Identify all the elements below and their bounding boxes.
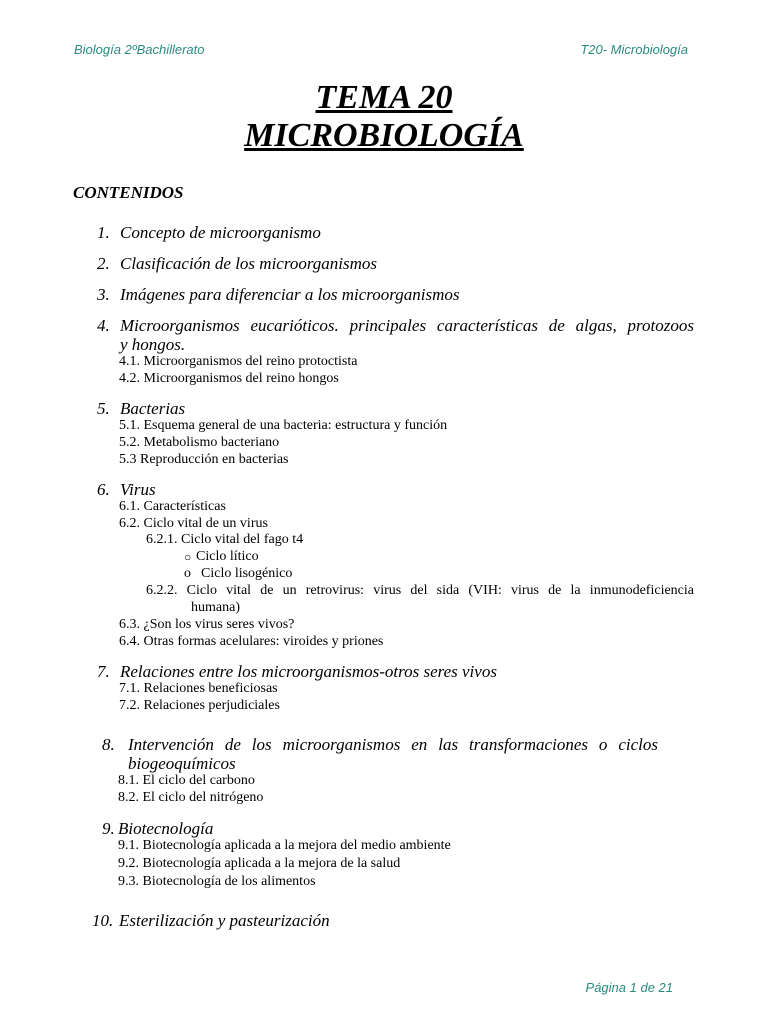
subitem-6-2: 6.2. Ciclo vital de un virus [119,516,268,531]
header-subject: Biología 2ºBachillerato [74,42,205,57]
lysogenic-bullet-icon: o [184,566,191,581]
subitem-6-3: 6.3. ¿Son los virus seres vivos? [119,617,295,632]
page-number: Página 1 de 21 [585,980,673,995]
subitem-7-2: 7.2. Relaciones perjudiciales [119,698,280,713]
item-10-text: Esterilización y pasteurización [119,911,330,930]
subitem-7-1: 7.1. Relaciones beneficiosas [119,681,278,696]
item-4-text-line1: Microorganismos eucarióticos. principales características de algas, protozoos [120,316,694,335]
subitem-6-2-2-line2: humana) [191,600,240,615]
item-9-text: Biotecnología [118,819,214,838]
item-2-number: 2. [97,254,110,273]
subitem-4-2: 4.2. Microorganismos del reino hongos [119,371,339,386]
page-subtitle: MICROBIOLOGÍA [244,117,524,154]
item-4-number: 4. [97,316,110,335]
item-5-number: 5. [97,399,110,418]
item-8-text-line1: Intervención de los microorganismos en las transformaciones o ciclos [128,735,658,754]
lysogenic-cycle-text: Ciclo lisogénico [201,566,293,581]
item-5-text: Bacterias [120,399,186,418]
subitem-8-1: 8.1. El ciclo del carbono [118,773,255,788]
item-3-number: 3. [97,285,110,304]
contents-heading: CONTENIDOS [73,183,184,202]
item-6-text: Virus [120,480,156,499]
item-6-number: 6. [97,480,110,499]
subitem-5-2: 5.2. Metabolismo bacteriano [119,435,280,450]
lytic-bullet-icon: ○ [184,550,192,564]
item-8-text-line2: biogeoquímicos [128,754,236,773]
subitem-9-1: 9.1. Biotecnología aplicada a la mejora del medio ambiente [118,838,451,853]
subitem-9-3: 9.3. Biotecnología de los alimentos [118,874,316,889]
item-9-number: 9. [102,819,115,838]
subitem-8-2: 8.2. El ciclo del nitrógeno [118,790,264,805]
item-3-text: Imágenes para diferenciar a los microorganismos [120,285,460,304]
subitem-4-1: 4.1. Microorganismos del reino protoctista [119,354,358,369]
subitem-6-2-2-line1: 6.2.2. Ciclo vital de un retrovirus: virus del sida (VIH: virus de la inmunodeficiencia [146,583,694,598]
subitem-9-2: 9.2. Biotecnología aplicada a la mejora de la salud [118,856,401,871]
page-title: TEMA 20 [315,79,453,116]
item-4-text-line2: y hongos. [120,335,186,354]
subitem-6-4: 6.4. Otras formas acelulares: viroides y priones [119,634,384,649]
item-1-number: 1. [97,223,110,242]
item-7-text: Relaciones entre los microorganismos-otros seres vivos [120,662,497,681]
subitem-5-3: 5.3 Reproducción en bacterias [119,452,289,467]
header-topic: T20- Microbiología [580,42,688,57]
subitem-6-2-1: 6.2.1. Ciclo vital del fago t4 [146,532,304,547]
subitem-6-1: 6.1. Características [119,499,226,514]
item-7-number: 7. [97,662,110,681]
item-10-number: 10. [92,911,114,930]
item-8-number: 8. [102,735,115,754]
item-1-text: Concepto de microorganismo [120,223,321,242]
item-2-text: Clasificación de los microorganismos [120,254,378,273]
subitem-5-1: 5.1. Esquema general de una bacteria: estructura y función [119,418,448,433]
lytic-cycle-text: Ciclo lítico [196,549,259,564]
